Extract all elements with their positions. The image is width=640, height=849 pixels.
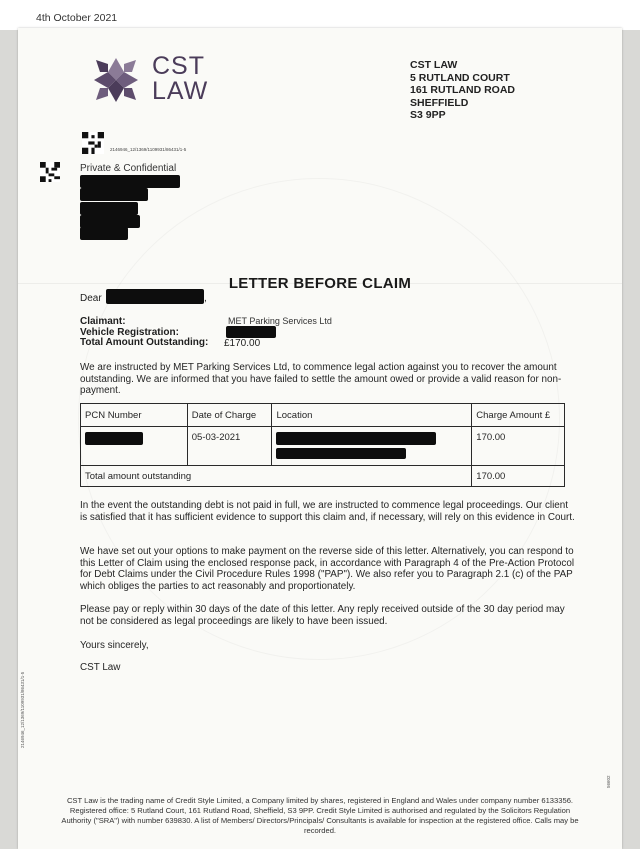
table-row: [81, 427, 565, 466]
private-confidential: Private & Confidential: [80, 163, 177, 174]
redacted-vehicle-registration: [226, 326, 276, 338]
letter-title: LETTER BEFORE CLAIM: [228, 275, 412, 292]
legal-footer: CST Law is the trading name of Credit Style Limited, a Company limited by shares, registered in England and Wales under company number 6133356. Registered office: 5 Rutland Court, 161 Rutland Road, Sheffield, S3 9PP. Credit Style Limited is authorised and regulated by the Solicitors Regulation Authority ("SRA") with number 639830. A list of Members/ Directors/Principals/ Consultants is available for inspection at the registered office. Calls may be recorded.: [61, 796, 579, 835]
barcode-reference: 2146946_12/1369/1109931/86431/1-5: [110, 147, 187, 152]
address-line: 5 RUTLAND COURT: [410, 71, 510, 84]
cst-law-logo: [90, 52, 209, 106]
body-paragraph: We have set out your options to make payment on the reverse side of this letter. Alternatively, you can respond to this Letter of Claim using the enclosed response pack, in accordance with Paragraph 4 of the Pre-Action Protocol for Debt Claims under the Civil Procedure Rules 1998 ("PAP"). We also refer you to Paragraph 2.1 (c) of the PAP which obliges the parties to act reasonably and proportionately.: [80, 546, 575, 592]
redacted-recipient-line: [80, 202, 138, 215]
logo-mark-icon: [90, 54, 142, 106]
total-label: Total amount outstanding: [81, 466, 472, 487]
cell-pcn-number: [81, 427, 188, 466]
intro-paragraph: We are instructed by MET Parking Services Ltd, to commence legal action against you to recover the amount outstanding. We are informed that you have failed to settle the amount owed or provide a valid reason for non-payment.: [80, 362, 562, 396]
redacted-recipient-name: [106, 289, 204, 304]
body-paragraph: Please pay or reply within 30 days of the date of this letter. Any reply received outside of the 30 day period may not be considered as legal proceedings are likely to have been issued.: [80, 604, 565, 627]
address-line: CST LAW: [410, 59, 458, 71]
claim-details: [80, 317, 208, 349]
address-line: S3 9PP: [410, 109, 446, 121]
address-line: 161 RUTLAND ROAD: [410, 84, 516, 96]
cell-amount: 170.00: [472, 427, 565, 466]
signature: CST Law: [80, 662, 121, 673]
closing: Yours sincerely,: [80, 640, 149, 651]
table-header-row: [81, 404, 565, 427]
side-reference: 2146946_12/1369/1109931/86431/1-5: [20, 671, 25, 748]
qr-code-icon: [82, 132, 104, 154]
col-charge-amount: Charge Amount £: [472, 404, 565, 427]
logo-line-1: CST: [152, 52, 205, 80]
redacted-location-line: [276, 432, 436, 445]
letter-page: [18, 28, 622, 849]
vehicle-registration-label: Vehicle Registration:: [80, 326, 179, 338]
table-total-row: [81, 466, 565, 487]
claimant-value: MET Parking Services Ltd: [228, 316, 332, 326]
redacted-location-line: [276, 448, 406, 459]
date-stamp: 4th October 2021: [36, 12, 118, 24]
redacted-recipient-line: [80, 227, 128, 240]
body-paragraph: In the event the outstanding debt is not paid in full, we are instructed to commence legal proceedings. Our client is satisfied that it has sufficient evidence to support this claim and, if necessary, will rely on this evidence in Court.: [80, 500, 575, 523]
total-amount-label: Total Amount Outstanding:: [80, 337, 209, 348]
total-value: 170.00: [472, 466, 565, 487]
col-location: Location: [272, 404, 472, 427]
address-line: SHEFFIELD: [410, 96, 469, 109]
claimant-label: Claimant:: [80, 316, 126, 327]
cell-location: [272, 427, 472, 466]
logo-line-2: LAW: [152, 77, 209, 105]
qr-code-icon: [40, 162, 60, 182]
page-code: 56602: [606, 775, 611, 788]
sender-address: [410, 59, 515, 122]
col-date-of-charge: Date of Charge: [187, 404, 272, 427]
redacted-recipient-line: [80, 188, 148, 201]
redacted-recipient-line: [80, 175, 180, 188]
pcn-table: [80, 403, 565, 487]
cell-date: 05-03-2021: [187, 427, 272, 466]
salutation: Dear: [80, 293, 102, 304]
total-amount-value: £170.00: [224, 338, 261, 349]
logo-wordmark: [152, 54, 208, 104]
redacted-pcn-number: [85, 432, 143, 445]
salutation-comma: ,: [204, 293, 207, 304]
col-pcn-number: PCN Number: [81, 404, 188, 427]
